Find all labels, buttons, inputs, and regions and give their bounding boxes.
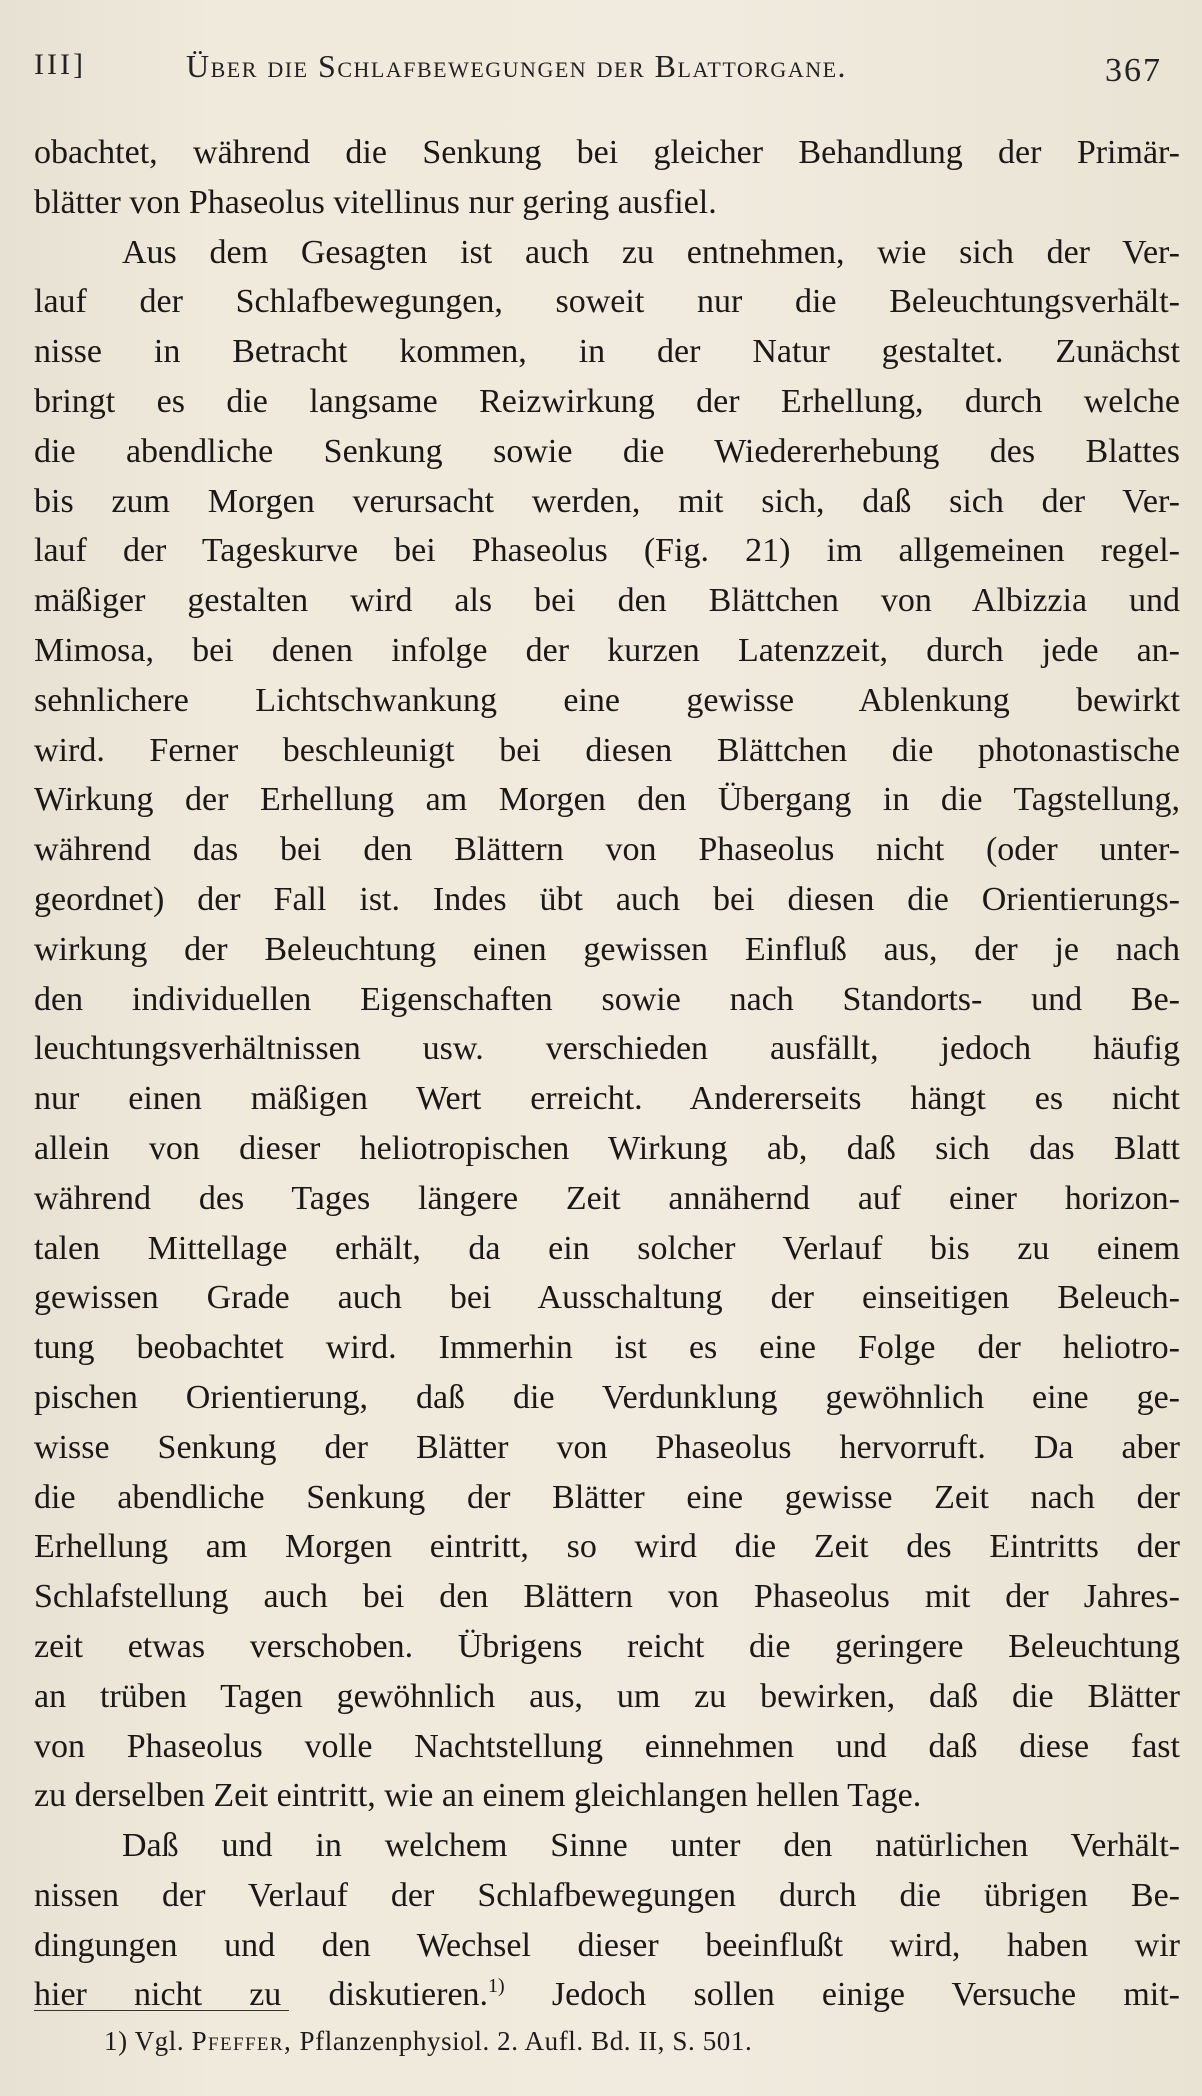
running-header	[34, 44, 1168, 94]
text-line: gewissen Grade auch bei Ausschaltung der einseitigen Beleuch-	[34, 1279, 1180, 1317]
text-line-with-footnote-ref	[34, 1970, 1180, 2020]
text-line: während des Tages längere Zeit annähernd auf einer horizon-	[34, 1179, 1180, 1217]
text-line: Schlafstellung auch bei den Blättern von Phaseolus mit der Jahres-	[34, 1578, 1180, 1616]
text-line: zu derselben Zeit eintritt, wie an einem gleichlangen hellen Tage.	[34, 1777, 922, 1815]
text-line: lauf der Schlafbewegungen, soweit nur die Beleuchtungsverhält-	[34, 283, 1180, 321]
text-line: geordnet) der Fall ist. Indes übt auch bei diesen die Orientierungs-	[34, 880, 1180, 918]
text-line: Aus dem Gesagten ist auch zu entnehmen, wie sich der Ver-	[122, 233, 1180, 271]
text-line: bis zum Morgen verursacht werden, mit sich, daß sich der Ver-	[34, 482, 1180, 520]
text-line: obachtet, während die Senkung bei gleicher Behandlung der Primär-	[34, 134, 1180, 171]
text-line: Mimosa, bei denen infolge der kurzen Latenzzeit, durch jede an-	[34, 631, 1180, 669]
text-line: wirkung der Beleuchtung einen gewissen Einfluß aus, der je nach	[34, 930, 1180, 968]
text-line: tung beobachtet wird. Immerhin ist es eine Folge der heliotro-	[34, 1329, 1180, 1367]
text-line: zeit etwas verschoben. Übrigens reicht die geringere Beleuchtung	[34, 1627, 1180, 1665]
text-line: die abendliche Senkung der Blätter eine gewisse Zeit nach der	[34, 1478, 1180, 1516]
text-line: pischen Orientierung, daß die Verdunklung gewöhnlich eine ge-	[34, 1378, 1180, 1416]
text-line: leuchtungsverhältnissen usw. verschieden ausfällt, jedoch häufig	[34, 1030, 1180, 1068]
text-line: Erhellung am Morgen eintritt, so wird die Zeit des Eintritts der	[34, 1528, 1180, 1566]
text-line: während das bei den Blättern von Phaseolus nicht (oder unter-	[34, 831, 1180, 869]
body-text	[34, 128, 1180, 2020]
text-line: nissen der Verlauf der Schlafbewegungen durch die übrigen Be-	[34, 1876, 1180, 1914]
text-line: wisse Senkung der Blätter von Phaseolus hervorruft. Da aber	[34, 1428, 1180, 1466]
text-line: blätter von Phaseolus vitellinus nur gering ausfiel.	[34, 183, 717, 221]
text-line: dingungen und den Wechsel dieser beeinflußt wird, haben wir	[34, 1926, 1180, 1964]
text-line: den individuellen Eigenschaften sowie nach Standorts- und Be-	[34, 980, 1180, 1018]
text-line: die abendliche Senkung sowie die Wiedererhebung des Blattes	[34, 432, 1180, 470]
text-line: mäßiger gestalten wird als bei den Blättchen von Albizzia und	[34, 582, 1180, 620]
text-line: bringt es die langsame Reizwirkung der Erhellung, durch welche	[34, 382, 1180, 420]
text-line: nisse in Betracht kommen, in der Natur gestaltet. Zunächst	[34, 333, 1180, 371]
line-text-after-ref: Jedoch sollen einige Versuche mit-	[504, 1976, 1180, 2014]
footnote-rule	[34, 2010, 289, 2011]
text-line: lauf der Tageskurve bei Phaseolus (Fig. 21) im allgemeinen regel-	[34, 532, 1180, 570]
footnote-reference: Pflanzenphysiol. 2. Aufl. Bd. II, S. 501.	[299, 2026, 753, 2056]
line-text-before-ref: hier nicht zu diskutieren.	[34, 1976, 489, 2014]
footnote-marker: 1)	[104, 2026, 128, 2056]
footnote	[104, 2026, 752, 2057]
text-line: allein von dieser heliotropischen Wirkung ab, daß sich das Blatt	[34, 1129, 1180, 1167]
text-line: Wirkung der Erhellung am Morgen den Übergang in die Tagstellung,	[34, 781, 1180, 819]
text-line: wird. Ferner beschleunigt bei diesen Blättchen die photonastische	[34, 731, 1180, 769]
footnote-lead: Vgl.	[134, 2026, 185, 2056]
section-number: III]	[34, 48, 86, 81]
text-line: sehnlichere Lichtschwankung eine gewisse Ablenkung bewirkt	[34, 681, 1180, 719]
text-line: talen Mittellage erhält, da ein solcher Verlauf bis zu einem	[34, 1229, 1180, 1267]
text-line: von Phaseolus volle Nachtstellung einnehmen und daß diese fast	[34, 1727, 1180, 1765]
text-line: nur einen mäßigen Wert erreicht. Andererseits hängt es nicht	[34, 1080, 1180, 1118]
running-title: Über die Schlafbewegungen der Blattorgane.	[186, 48, 848, 84]
footnote-ref: 1)	[488, 1975, 505, 1998]
text-line: Daß und in welchem Sinne unter den natürlichen Verhält-	[122, 1827, 1180, 1865]
page-number: 367	[1105, 52, 1162, 89]
text-line: an trüben Tagen gewöhnlich aus, um zu bewirken, daß die Blätter	[34, 1677, 1180, 1715]
footnote-author: Pfeffer,	[191, 2026, 293, 2056]
